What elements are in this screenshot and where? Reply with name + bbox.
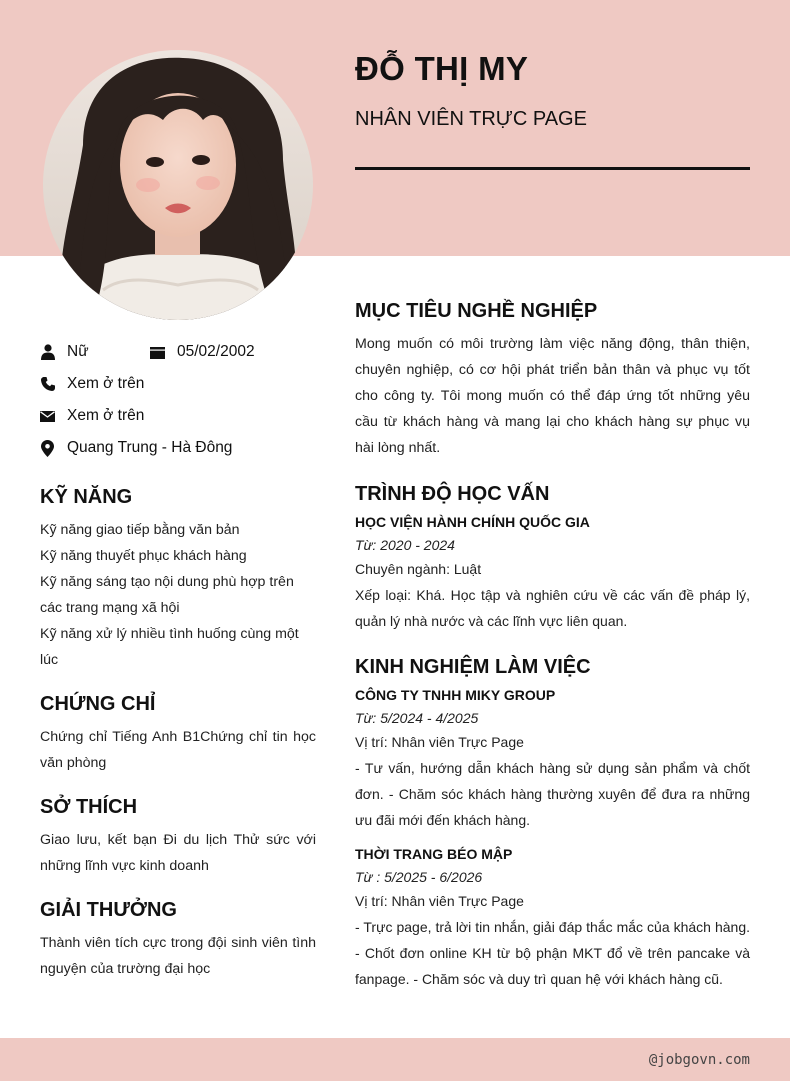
left-column bbox=[40, 340, 316, 982]
gender-item bbox=[40, 343, 150, 361]
phone-icon bbox=[40, 376, 55, 392]
job-position: Vị trí: Nhân viên Trực Page bbox=[355, 734, 524, 750]
objective-text: Mong muốn có môi trường làm việc năng động, thân thiện, chuyên nghiệp, có cơ hội phát triển bản thân và phục vụ tốt cho công ty. Tôi mong muốn có thể đáp ứng tốt những yêu cầu từ khách hàng và mang lại cho khách hàng sự phục vụ hài lòng nhất. bbox=[355, 336, 750, 456]
address-value: Quang Trung - Hà Đông bbox=[67, 439, 233, 456]
skill-item: Kỹ năng thuyết phục khách hàng bbox=[40, 548, 247, 564]
skill-item: Kỹ năng xử lý nhiều tình huống cùng một lúc bbox=[40, 626, 299, 668]
info-row-phone bbox=[40, 372, 316, 396]
awards-title: GIẢI THƯỞNG bbox=[40, 899, 177, 921]
info-row-email bbox=[40, 404, 316, 428]
skills-title: KỸ NĂNG bbox=[40, 486, 133, 508]
experience-title: KINH NGHIỆM LÀM VIỆC bbox=[355, 656, 591, 678]
skill-item: Kỹ năng sáng tạo nội dung phù hợp trên các trang mạng xã hội bbox=[40, 574, 294, 616]
person-icon bbox=[40, 344, 55, 360]
objective-section bbox=[355, 300, 750, 461]
education-detail: Xếp loại: Khá. Học tập và nghiên cứu về các vấn đề pháp lý, quản lý nhà nước và các lĩnh vực liên quan. bbox=[355, 587, 750, 629]
company-name: CÔNG TY TNHH MIKY GROUP bbox=[355, 687, 556, 703]
right-column bbox=[355, 300, 750, 992]
phone-value: Xem ở trên bbox=[67, 375, 145, 392]
info-row-gender-birthday bbox=[40, 340, 316, 364]
experience-section bbox=[355, 656, 750, 992]
job-title: NHÂN VIÊN TRỰC PAGE bbox=[355, 108, 587, 130]
certificates-section bbox=[40, 693, 316, 776]
job-entry bbox=[355, 846, 750, 992]
calendar-icon bbox=[150, 344, 165, 360]
company-name: THỜI TRANG BÉO MẬP bbox=[355, 846, 513, 862]
education-period: Từ: 2020 - 2024 bbox=[355, 537, 455, 553]
mail-icon bbox=[40, 408, 55, 424]
avatar bbox=[43, 50, 313, 320]
awards-section bbox=[40, 899, 316, 982]
footer-band bbox=[0, 1038, 790, 1081]
skill-item: Kỹ năng giao tiếp bằng văn bản bbox=[40, 522, 240, 538]
education-title: TRÌNH ĐỘ HỌC VẤN bbox=[355, 483, 550, 505]
school-name: HỌC VIỆN HÀNH CHÍNH QUỐC GIA bbox=[355, 514, 590, 530]
awards-text: Thành viên tích cực trong đội sinh viên tình nguyện của trường đại học bbox=[40, 935, 316, 977]
education-section bbox=[355, 483, 750, 634]
certificates-title: CHỨNG CHỈ bbox=[40, 693, 156, 715]
hobbies-section bbox=[40, 796, 316, 879]
job-description: - Trực page, trả lời tin nhắn, giải đáp thắc mắc của khách hàng. - Chốt đơn online KH từ bộ phận MKT đổ về trên pancake và fanpage. - Chăm sóc và duy trì quan hệ với khách hàng cũ. bbox=[355, 919, 750, 987]
objective-title: MỤC TIÊU NGHỀ NGHIỆP bbox=[355, 300, 598, 322]
email-value: Xem ở trên bbox=[67, 407, 145, 424]
candidate-name: ĐỖ THỊ MY bbox=[355, 50, 529, 87]
job-period: Từ : 5/2025 - 6/2026 bbox=[355, 869, 483, 885]
certificates-text: Chứng chỉ Tiếng Anh B1Chứng chỉ tin học văn phòng bbox=[40, 729, 316, 771]
hobbies-text: Giao lưu, kết bạn Đi du lịch Thử sức với những lĩnh vực kinh doanh bbox=[40, 832, 316, 874]
avatar-photo bbox=[43, 50, 313, 320]
skills-section bbox=[40, 486, 316, 673]
gender-value: Nữ bbox=[67, 343, 89, 360]
job-position: Vị trí: Nhân viên Trực Page bbox=[355, 893, 524, 909]
hobbies-title: SỞ THÍCH bbox=[40, 796, 138, 818]
job-period: Từ: 5/2024 - 4/2025 bbox=[355, 710, 479, 726]
education-major: Chuyên ngành: Luật bbox=[355, 561, 482, 577]
location-icon bbox=[40, 440, 55, 456]
info-row-address bbox=[40, 436, 316, 460]
job-entry bbox=[355, 687, 750, 833]
birthday-value: 05/02/2002 bbox=[177, 343, 255, 360]
header-divider bbox=[355, 167, 750, 170]
job-description: - Tư vấn, hướng dẫn khách hàng sử dụng sản phẩm và chốt đơn. - Chăm sóc khách hàng thường xuyên để đưa ra những ưu đãi mới đến khách hàng. bbox=[355, 760, 750, 828]
footer-watermark: @jobgovn.com bbox=[648, 1052, 750, 1068]
birthday-item bbox=[150, 343, 255, 361]
